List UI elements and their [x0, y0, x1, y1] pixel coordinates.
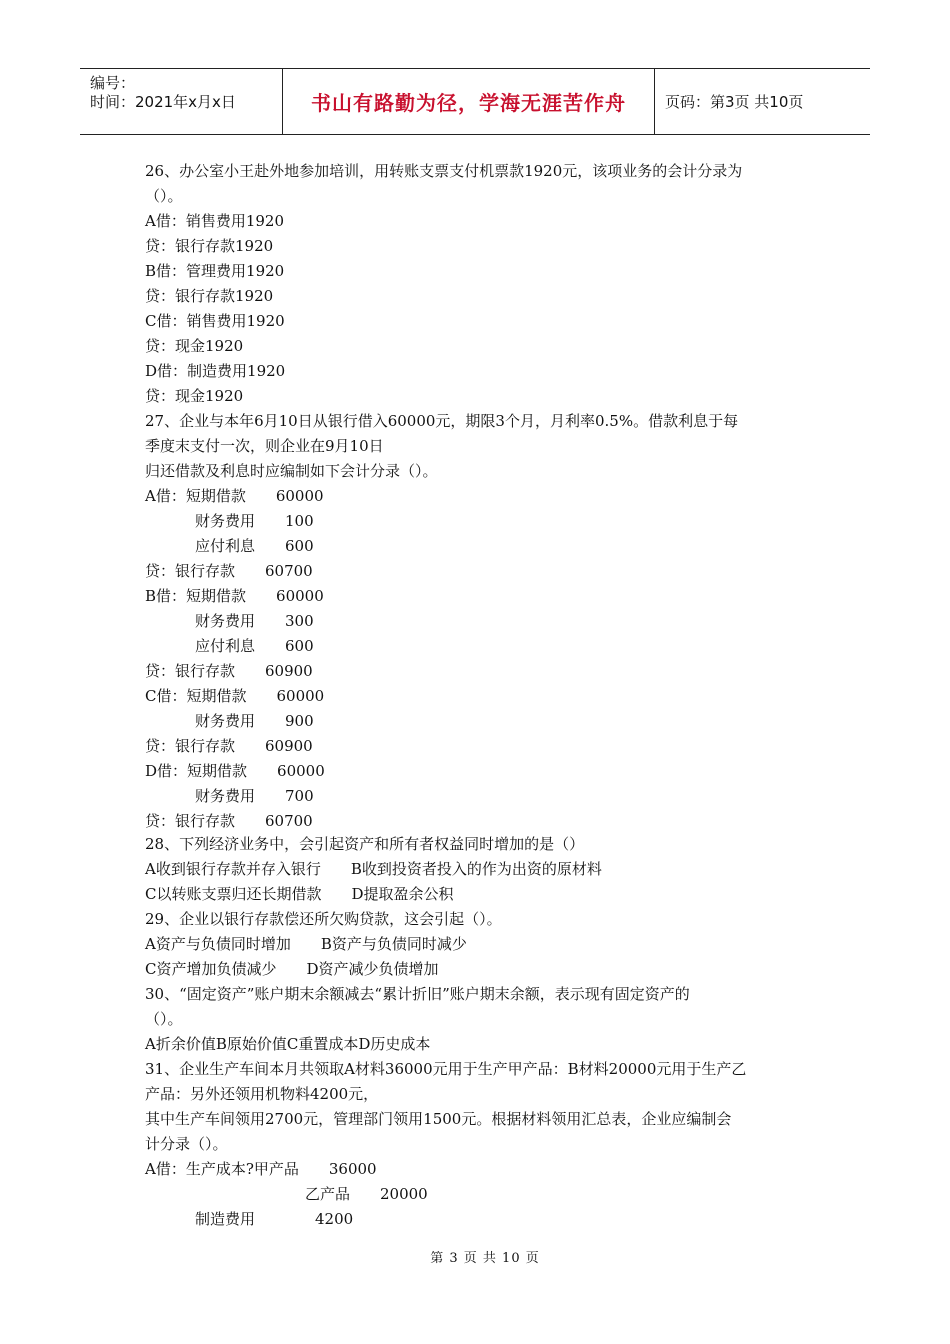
text-line: 财务费用 100 [195, 512, 314, 530]
text-line: 贷：银行存款1920 [145, 287, 274, 305]
text-line: 计分录（）。 [145, 1135, 228, 1153]
text-line: A折余价值B原始价值C重置成本D历史成本 [145, 1035, 431, 1053]
text-line: B借：管理费用1920 [145, 262, 285, 280]
text-line: 27、企业与本年6月10日从银行借入60000元，期限3个月，月利率0.5%。借款利息于每 [145, 412, 739, 430]
document-date-label: 时间：2021年x月x日 [90, 93, 236, 111]
text-line: A借：生产成本?甲产品 36000 [145, 1160, 377, 1178]
text-line: A资产与负债同时增加 B资产与负债同时减少 [145, 935, 467, 953]
header-motto: 书山有路勤为径，学海无涯苦作舟 [311, 91, 626, 115]
text-line: A借：销售费用1920 [145, 212, 285, 230]
text-line: 财务费用 300 [195, 612, 314, 630]
page-footer: 第 3 页 共 10 页 [430, 1251, 540, 1266]
text-line: 贷：银行存款1920 [145, 237, 274, 255]
text-line: 乙产品 20000 [305, 1185, 428, 1203]
text-line: 31、企业生产车间本月共领取A材料36000元用于生产甲产品：B材料20000元用于生产乙 [145, 1060, 747, 1078]
text-line: D借：制造费用1920 [145, 362, 286, 380]
text-line: C以转账支票归还长期借款 D提取盈余公积 [145, 885, 454, 903]
text-line: 财务费用 900 [195, 712, 314, 730]
text-line: A收到银行存款并存入银行 B收到投资者投入的作为出资的原材料 [145, 860, 602, 878]
text-line: 贷：银行存款 60900 [145, 662, 313, 680]
text-line: 其中生产车间领用2700元，管理部门领用1500元。根据材料领用汇总表，企业应编制会 [145, 1110, 732, 1128]
text-line: 贷：银行存款 60900 [145, 737, 313, 755]
text-line: 29、企业以银行存款偿还所欠购贷款，这会引起（）。 [145, 910, 502, 928]
text-line: 28、下列经济业务中，会引起资产和所有者权益同时增加的是（） [145, 835, 585, 853]
text-line: 贷：现金1920 [145, 337, 244, 355]
text-line: B借：短期借款 60000 [145, 587, 324, 605]
text-line: 26、办公室小王赴外地参加培训，用转账支票支付机票款1920元，该项业务的会计分录为 [145, 162, 743, 180]
text-line: 财务费用 700 [195, 787, 314, 805]
document-number-label: 编号： [90, 74, 136, 92]
text-line: 产品：另外还领用机物料4200元， [145, 1085, 379, 1103]
text-line: （）。 [145, 1010, 183, 1028]
text-line: 贷：银行存款 60700 [145, 562, 313, 580]
text-line: 贷：现金1920 [145, 387, 244, 405]
text-line: C借：短期借款 60000 [145, 687, 325, 705]
text-line: 贷：银行存款 60700 [145, 812, 313, 830]
text-line: 应付利息 600 [195, 637, 314, 655]
text-line: C借：销售费用1920 [145, 312, 285, 330]
text-line: 归还借款及利息时应编制如下会计分录（）。 [145, 462, 438, 480]
text-line: D借：短期借款 60000 [145, 762, 325, 780]
text-line: A借：短期借款 60000 [145, 487, 324, 505]
text-line: 制造费用 4200 [195, 1210, 354, 1228]
text-line: 应付利息 600 [195, 537, 314, 555]
header-page-info: 页码：第3页 共10页 [665, 93, 804, 111]
text-line: 季度末支付一次，则企业在9月10日 [145, 437, 384, 455]
text-line: （）。 [145, 187, 183, 205]
text-line: 30、“固定资产”账户期末余额减去“累计折旧”账户期末余额，表示现有固定资产的 [145, 985, 690, 1003]
text-line: C资产增加负债减少 D资产减少负债增加 [145, 960, 439, 978]
